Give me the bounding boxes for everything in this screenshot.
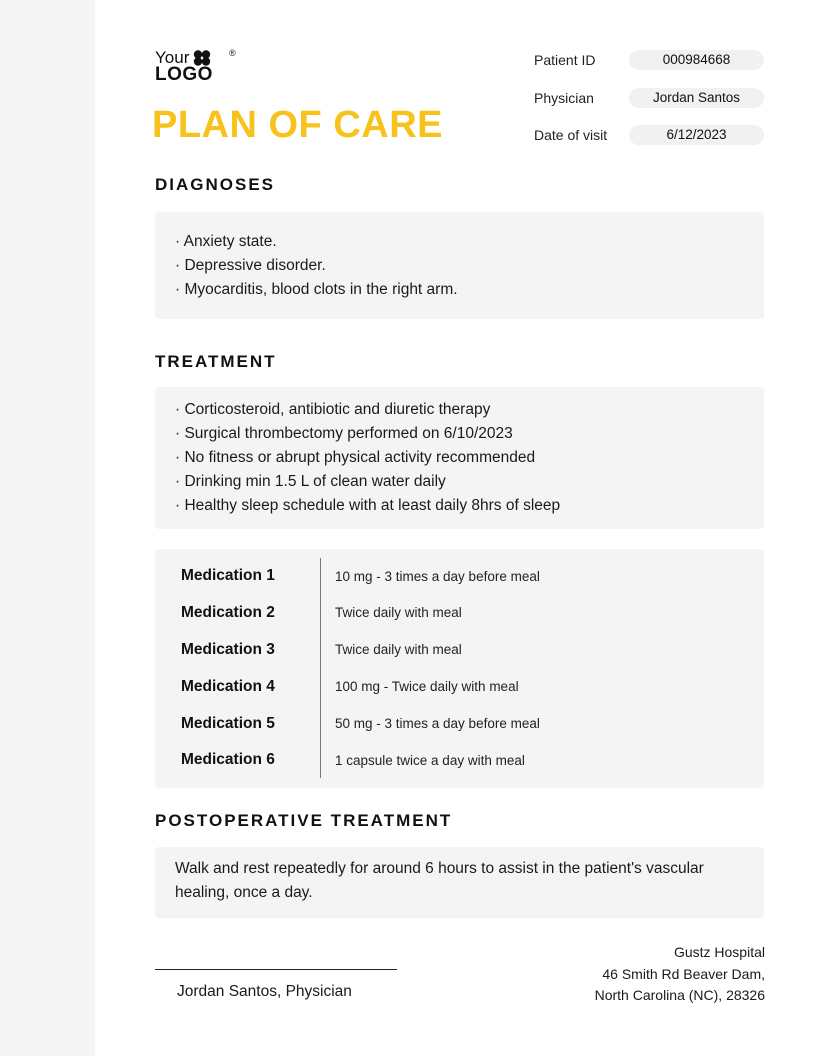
logo [155, 48, 245, 86]
patient-id-label: Patient ID [534, 52, 596, 68]
logo-line1: Your [155, 48, 190, 67]
medication-name: Medication 1 [181, 567, 275, 584]
physician-label: Physician [534, 90, 594, 106]
medication-name: Medication 6 [181, 751, 275, 768]
medications-card [155, 549, 764, 788]
medication-instructions: 10 mg - 3 times a day before meal [335, 569, 540, 584]
hospital-address [595, 942, 765, 1007]
medication-instructions: 100 mg - Twice daily with meal [335, 679, 519, 694]
medication-instructions: Twice daily with meal [335, 605, 462, 620]
hospital-address-line2: North Carolina (NC), 28326 [594, 987, 765, 1003]
logo-registered-mark: ® [229, 48, 236, 58]
date-of-visit-label: Date of visit [534, 127, 608, 143]
treatment-heading: TREATMENT [155, 352, 277, 371]
medication-instructions: 50 mg - 3 times a day before meal [335, 716, 540, 731]
medications-divider [320, 558, 321, 778]
list-item: · Surgical thrombectomy performed on 6/10/2023 [175, 425, 513, 442]
postoperative-text: Walk and rest repeatedly for around 6 hours to assist in the patient's vascular healing, once a day. [175, 860, 704, 901]
medication-instructions: Twice daily with meal [335, 642, 462, 657]
postoperative-heading: POSTOPERATIVE TREATMENT [155, 811, 453, 830]
list-item: · Anxiety state. [175, 233, 277, 250]
logo-line2: LOGO [155, 64, 213, 85]
page-title: PLAN OF CARE [152, 104, 443, 146]
list-item: · No fitness or abrupt physical activity recommended [175, 449, 536, 466]
medication-name: Medication 5 [181, 715, 275, 732]
side-strip [0, 0, 95, 1056]
patient-id-value: 000984668 [629, 50, 764, 70]
list-item: · Drinking min 1.5 L of clean water daily [175, 473, 446, 490]
postoperative-card [155, 847, 764, 918]
medication-name: Medication 2 [181, 604, 275, 621]
medication-instructions: 1 capsule twice a day with meal [335, 753, 525, 768]
list-item: · Depressive disorder. [175, 257, 326, 274]
treatment-card [155, 387, 764, 529]
list-item: · Corticosteroid, antibiotic and diuretic therapy [175, 401, 491, 418]
signature-name: Jordan Santos, Physician [177, 983, 352, 1000]
hospital-name: Gustz Hospital [673, 944, 765, 960]
physician-value: Jordan Santos [629, 88, 764, 108]
date-of-visit-value: 6/12/2023 [629, 125, 764, 145]
medication-name: Medication 4 [181, 678, 275, 695]
hospital-address-line1: 46 Smith Rd Beaver Dam, [602, 965, 765, 982]
diagnoses-heading: DIAGNOSES [155, 175, 276, 194]
list-item: · Myocarditis, blood clots in the right arm. [175, 281, 458, 298]
signature-line [155, 969, 397, 970]
list-item: · Healthy sleep schedule with at least daily 8hrs of sleep [175, 497, 561, 514]
diagnoses-card [155, 212, 764, 319]
medication-name: Medication 3 [181, 641, 275, 658]
